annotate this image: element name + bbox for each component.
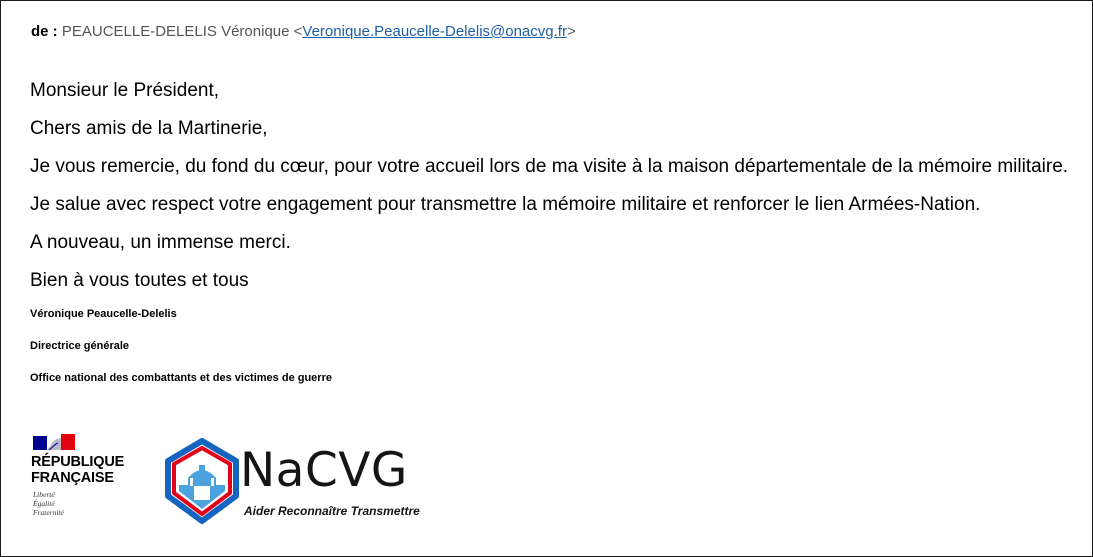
email-header xyxy=(31,23,576,40)
sender-email-link[interactable]: Veronique.Peaucelle-Delelis@onacvg.fr xyxy=(302,23,567,40)
motto-egalite: Égalité xyxy=(33,499,55,508)
motto-liberte: Liberté xyxy=(33,490,55,499)
onacvg-tagline: Aider Reconnaître Transmettre xyxy=(244,504,420,518)
email-close-bracket: > xyxy=(566,23,576,40)
republique-francaise-logo xyxy=(31,433,141,523)
from-label: de : xyxy=(31,23,58,40)
email-open-bracket: < xyxy=(293,23,303,40)
signature-name: Véronique Peaucelle-Delelis xyxy=(30,308,177,320)
marianne-flag-icon xyxy=(33,434,75,451)
onacvg-logo xyxy=(163,437,443,525)
thanks-paragraph: Je vous remercie, du fond du cœur, pour votre accueil lors de ma visite à la maison départementale de la mémoire militaire. xyxy=(30,156,1069,177)
closing-line: Bien à vous toutes et tous xyxy=(30,270,249,291)
renewed-thanks-line: A nouveau, un immense merci. xyxy=(30,232,291,253)
onacvg-shield-icon xyxy=(164,438,240,524)
salutation-line: Chers amis de la Martinerie, xyxy=(30,118,268,139)
engagement-paragraph: Je salue avec respect votre engagement pour transmettre la mémoire militaire et renforcer le lien Armées-Nation. xyxy=(30,194,981,215)
signature-title: Directrice générale xyxy=(30,340,130,352)
sender-name: PEAUCELLE-DELELIS Véronique xyxy=(61,23,290,40)
republique-text: RÉPUBLIQUE xyxy=(31,454,125,470)
greeting-line: Monsieur le Président, xyxy=(30,80,220,101)
signature-organization: Office national des combattants et des victimes de guerre xyxy=(30,372,332,384)
francaise-text: FRANÇAISE xyxy=(31,470,114,486)
motto-fraternite: Fraternité xyxy=(33,508,64,517)
onacvg-name: NaCVG xyxy=(240,443,408,498)
